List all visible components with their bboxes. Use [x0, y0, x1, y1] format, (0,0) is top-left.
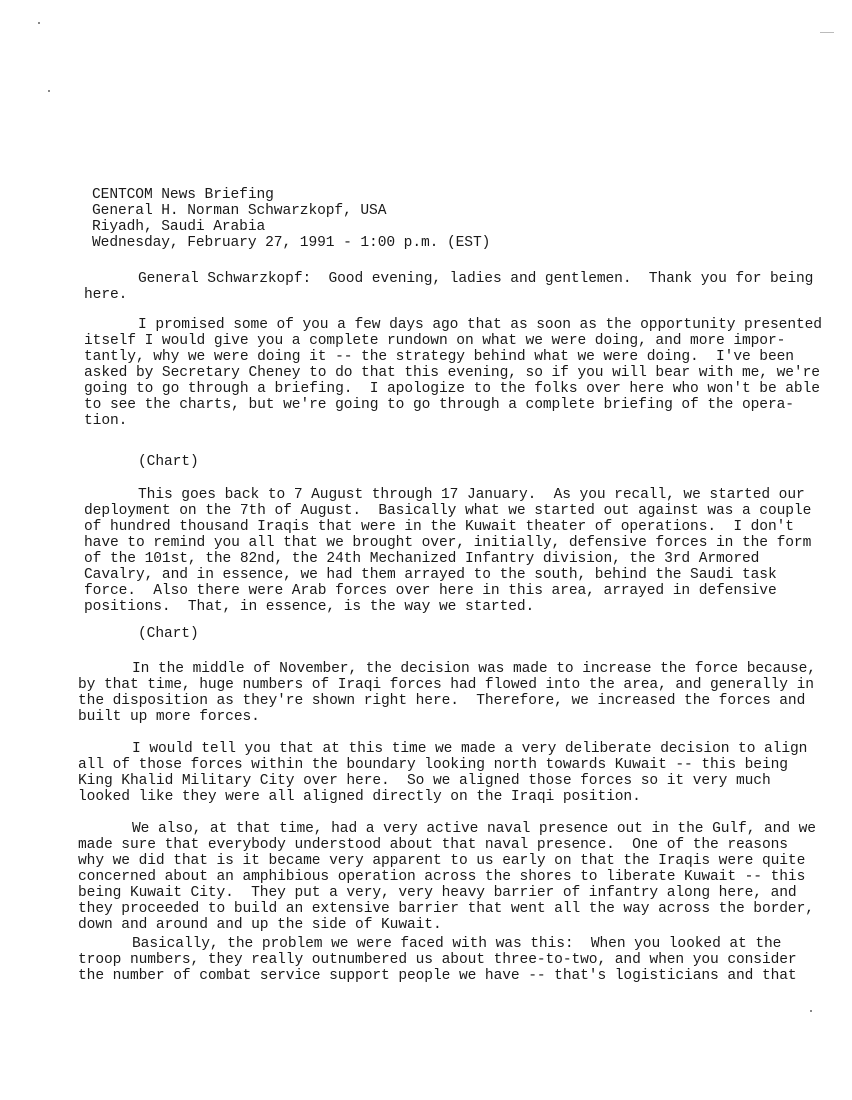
text-line: they proceeded to build an extensive barrier that went all the way across the border, [78, 901, 814, 917]
text-line: concerned about an amphibious operation across the shores to liberate Kuwait -- this [78, 869, 806, 885]
text-line: (Chart) [138, 454, 199, 470]
text-line: the disposition as they're shown right here. Therefore, we increased the forces and [78, 693, 806, 709]
text-line: down and around and up the side of Kuwait. [78, 917, 442, 933]
text-line: to see the charts, but we're going to go through a complete briefing of the opera- [84, 397, 794, 413]
text-line: I would tell you that at this time we made a very deliberate decision to align [132, 741, 808, 757]
header-line: CENTCOM News Briefing [92, 187, 274, 203]
paragraph [84, 487, 824, 615]
text-line: We also, at that time, had a very active naval presence out in the Gulf, and we [132, 821, 816, 837]
text-line: looked like they were all aligned directly on the Iraqi position. [78, 789, 641, 805]
text-line: troop numbers, they really outnumbered us about three-to-two, and when you consider [78, 952, 797, 968]
text-line: by that time, huge numbers of Iraqi forces had flowed into the area, and generally in [78, 677, 814, 693]
text-line: asked by Secretary Cheney to do that this evening, so if you will bear with me, we're [84, 365, 820, 381]
scan-speck [48, 90, 50, 92]
text-line: all of those forces within the boundary looking north towards Kuwait -- this being [78, 757, 788, 773]
text-line: the number of combat service support people we have -- that's logisticians and that [78, 968, 797, 984]
paragraph [78, 741, 818, 805]
text-line: positions. That, in essence, is the way we started. [84, 599, 535, 615]
text-line: King Khalid Military City over here. So we aligned those forces so it very much [78, 773, 771, 789]
text-line: made sure that everybody understood about that naval presence. One of the reasons [78, 837, 788, 853]
paragraph [84, 317, 824, 429]
text-line: General Schwarzkopf: Good evening, ladies and gentlemen. Thank you for being [138, 271, 814, 287]
paragraph-opening [84, 271, 824, 303]
header-line: General H. Norman Schwarzkopf, USA [92, 203, 387, 219]
text-line: tion. [84, 413, 128, 429]
scan-speck [820, 32, 834, 33]
header-line: Wednesday, February 27, 1991 - 1:00 p.m. (EST) [92, 235, 491, 251]
paragraph [78, 661, 818, 725]
document-header [92, 187, 832, 251]
text-line: This goes back to 7 August through 17 January. As you recall, we started our [138, 487, 805, 503]
scan-speck [38, 22, 40, 24]
text-line: of hundred thousand Iraqis that were in the Kuwait theater of operations. I don't [84, 519, 794, 535]
text-line: In the middle of November, the decision was made to increase the force because, [132, 661, 816, 677]
text-line: (Chart) [138, 626, 199, 642]
text-line: tantly, why we were doing it -- the strategy behind what we were doing. I've been [84, 349, 794, 365]
text-line: itself I would give you a complete rundown on what we were doing, and more impor- [84, 333, 786, 349]
text-line: force. Also there were Arab forces over here in this area, arrayed in defensive [84, 583, 777, 599]
paragraph [78, 821, 818, 933]
text-line: deployment on the 7th of August. Basically what we started out against was a couple [84, 503, 812, 519]
text-line: Cavalry, and in essence, we had them arrayed to the south, behind the Saudi task [84, 567, 777, 583]
chart-note [84, 626, 824, 642]
text-line: going to go through a briefing. I apologize to the folks over here who won't be able [84, 381, 820, 397]
paragraph [78, 936, 818, 984]
text-line: here. [84, 287, 128, 303]
text-line: being Kuwait City. They put a very, very heavy barrier of infantry along here, and [78, 885, 797, 901]
chart-note [84, 454, 824, 470]
text-line: why we did that is it became very apparent to us early on that the Iraqis were quite [78, 853, 806, 869]
text-line: have to remind you all that we brought over, initially, defensive forces in the form [84, 535, 812, 551]
scan-speck [810, 1010, 812, 1012]
text-line: Basically, the problem we were faced with was this: When you looked at the [132, 936, 782, 952]
header-line: Riyadh, Saudi Arabia [92, 219, 266, 235]
text-line: I promised some of you a few days ago that as soon as the opportunity presented [138, 317, 822, 333]
text-line: of the 101st, the 82nd, the 24th Mechanized Infantry division, the 3rd Armored [84, 551, 760, 567]
text-line: built up more forces. [78, 709, 260, 725]
